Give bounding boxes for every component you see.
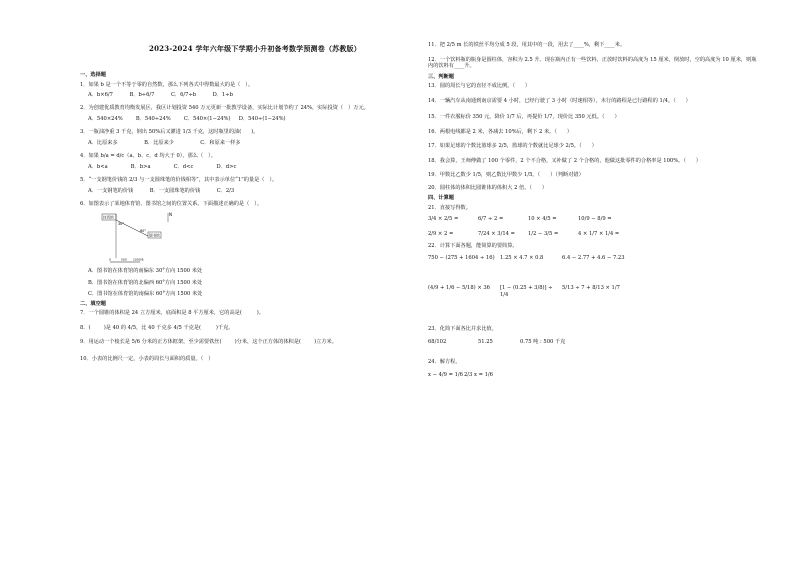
calc-item: 5/13 ÷ 7 + 8/13 × 1/7 [562, 285, 620, 291]
question-6: 6．如图表示了某地体育馆、图书馆之间的位置关系。下面描述正确的是（ ）。 [80, 200, 263, 207]
question-1: 1．如果 b 是一个不等于零的自然数，那么下列各式中得数最大的是（ ）。 [80, 81, 254, 88]
mental-math-item: 10 × 4/5 = [528, 216, 557, 222]
ratio-row [428, 339, 758, 346]
mental-math-item: 3/4 × 2/5 = [428, 216, 459, 222]
map-angle-1: 30° [118, 222, 125, 226]
question-10: 10．小表的比例尺一定，小表的周长与面积的质量。（ ） [80, 355, 214, 362]
scale-tick-500: 500 [121, 257, 127, 262]
question-5-options: A．一支钢笔的价钱 B．一支圆珠笔的价钱 C．2/3 [88, 188, 235, 194]
calc-item: 1.25 × 4.7 × 0.8 [500, 254, 544, 261]
north-label: N [169, 212, 172, 217]
equation-row [428, 372, 758, 379]
question-22: 22．计算下面各题，能简算的要简算。 [428, 243, 518, 249]
question-2-options: A．540×24% B．540÷24% C．540×(1−24%) D．540÷(1−24%) [88, 116, 286, 122]
section-judge: 三、判断题 [428, 73, 454, 80]
left-column [80, 72, 410, 362]
question-6-option-c: C．图书馆在体育馆的南偏东 60°方向 1500 米处 [88, 291, 203, 297]
question-19: 19．甲数比乙数少 1/5，则乙数比甲数少 1/5。（ ）（判断对错） [428, 172, 584, 178]
mental-math-item: 10/9 − 8/9 = [578, 216, 612, 222]
question-2: 2．为创建优质教育均衡发展区，我区计划投资 540 万元更新一批教学设备，实际比计划节约了 24%，实际投资（ ）万元。 [80, 104, 369, 111]
ratio-item: 51.25 [478, 338, 493, 345]
right-column [428, 42, 758, 378]
question-20: 20．圆柱体的体积比圆锥体的体积大 2 倍。（ ） [428, 184, 548, 191]
scale-tick-1000: 1000米 [133, 257, 144, 262]
mental-math-item: 6/7 ÷ 2 = [478, 216, 504, 222]
mental-math-item: 1/2 − 3/5 = [528, 230, 559, 237]
question-15: 15．一件衣服标价 350 元，降价 1/7 后，再提价 1/7，现价比 350 元低。（ ） [428, 114, 620, 120]
ratio-item: 0.75 吨 : 500 千克 [520, 338, 566, 345]
map-angle-2: 60° [140, 229, 147, 233]
map-library-label: 图书馆 [149, 233, 160, 238]
mental-math-grid [428, 216, 758, 237]
question-1-options: A．b×6/7 B．b÷6/7 C．6/7÷b D．1÷b [88, 92, 233, 98]
mental-math-item: 7/24 × 3/14 = [478, 230, 515, 237]
question-8: 8．( )是 40 的 4/5，比 40 千克多 4/5 千克是( )千克。 [80, 324, 234, 331]
scale-tick-0: 0 [109, 257, 111, 262]
question-3: 3．一瓶油净重 3 千克，倒出 50%后又灌进 1/3 千克，这时瓶里的油( )。 [80, 128, 259, 135]
calc-item: (4/9 + 1/6 − 5/18) × 36 [428, 285, 490, 291]
question-18: 18．我会算，王师傅做了 100 个零件，2 个不合格，又补做了 2 个合格的，他做这批零件的合格率是 100%。（ ） [428, 157, 701, 164]
question-4-options: A．b<a B．b>a C．d<c D．d>c [88, 164, 237, 170]
mental-math-row [428, 231, 758, 238]
question-9: 9．用运动一个棱长是 5/6 分米的正方体框架，至少需要铁丝( )分米，这个正方体的体积是( )立方米。 [80, 339, 337, 345]
calc-item: 6.4 − 2.77 + 4.6 − 7.23 [562, 254, 625, 261]
section-fill: 二、填空题 [80, 300, 106, 307]
question-3-options: A．比原来多 B．比原来少 C．和原来一样多 [88, 140, 241, 146]
mental-math-row [428, 216, 758, 223]
question-11: 11．把 2/5 m 长的铁丝平均分成 5 段，用其中的一段，用去了____%，剩下____米。 [428, 42, 626, 48]
question-7: 7．一个圆锥的体积是 24 立方厘米，底面积是 8 平方厘米，它的高是( )。 [80, 310, 264, 316]
section-calc: 四、计算题 [428, 195, 454, 201]
question-17: 17．如果足球的个数比篮球多 2/5，篮球的个数就比足球少 2/5。（ ） [428, 143, 597, 149]
question-21: 21．直接写得数。 [428, 204, 471, 211]
question-4: 4．如果 b/a = d/c（a、b、c、d 均大于 0），那么（ ）。 [80, 152, 216, 159]
question-13: 13．圆的周长与它的直径不成比例。（ ） [428, 83, 531, 89]
question-23: 23．化简下面各比并求比值。 [428, 326, 497, 332]
ratio-item: 68/102 [428, 338, 447, 345]
question-14: 14．一辆汽车从南通到南京需要 4 小时，已经行驶了 3 小时（时速相等），未行的路程是已行路程的 1/4。（ ） [428, 97, 691, 104]
map-gym-label: 体育馆 [103, 215, 114, 220]
equation-item: 2/3 x = 1/6 [464, 371, 493, 378]
calc-item: [1 − (0.25 + 3/8)] ÷ 1/4 [500, 285, 553, 298]
mental-math-item: 4 × 1/7 × 1/4 = [578, 230, 620, 237]
question-12: 12．一个饮料瓶的瓶身是圆柱体，容积为 2.5 升。现在瓶内正有一些饮料，正放时饮料的高度为 15 厘米，倒放时，空的高度为 10 厘米，则瓶内的饮料有____升。 [428, 56, 757, 69]
mental-math-item: 2/9 × 2 = [428, 230, 454, 237]
equation-item: x − 4/9 = 1/6 [428, 371, 463, 378]
question-16: 16．两根电线都是 2 米，各减去 10%后，剩下 2 米。（ ） [428, 128, 573, 135]
page-title: 2023-2024 学年六年级下学期小升初备考数学预测卷（苏教版） [149, 44, 361, 53]
question-6-option-a: A．图书馆在体育馆的南偏东 30°方向 1500 米处 [88, 268, 203, 274]
calc-row [428, 285, 758, 298]
section-choice: 一、选择题 [80, 72, 106, 78]
calc-item: 750 − (275 + 1604 ÷ 16) [428, 254, 495, 261]
calc-row [428, 255, 758, 262]
question-5: 5．“一支钢笔价钱的 2/3 与一支圆珠笔的价钱相等”，其中表示单位“1”的量是（ ）。 [80, 176, 278, 183]
question-24: 24．解方程。 [428, 359, 461, 365]
question-6-option-b: B．图书馆在体育馆的北偏西 60°方向 1500 米处 [88, 279, 203, 286]
position-map [96, 210, 176, 266]
